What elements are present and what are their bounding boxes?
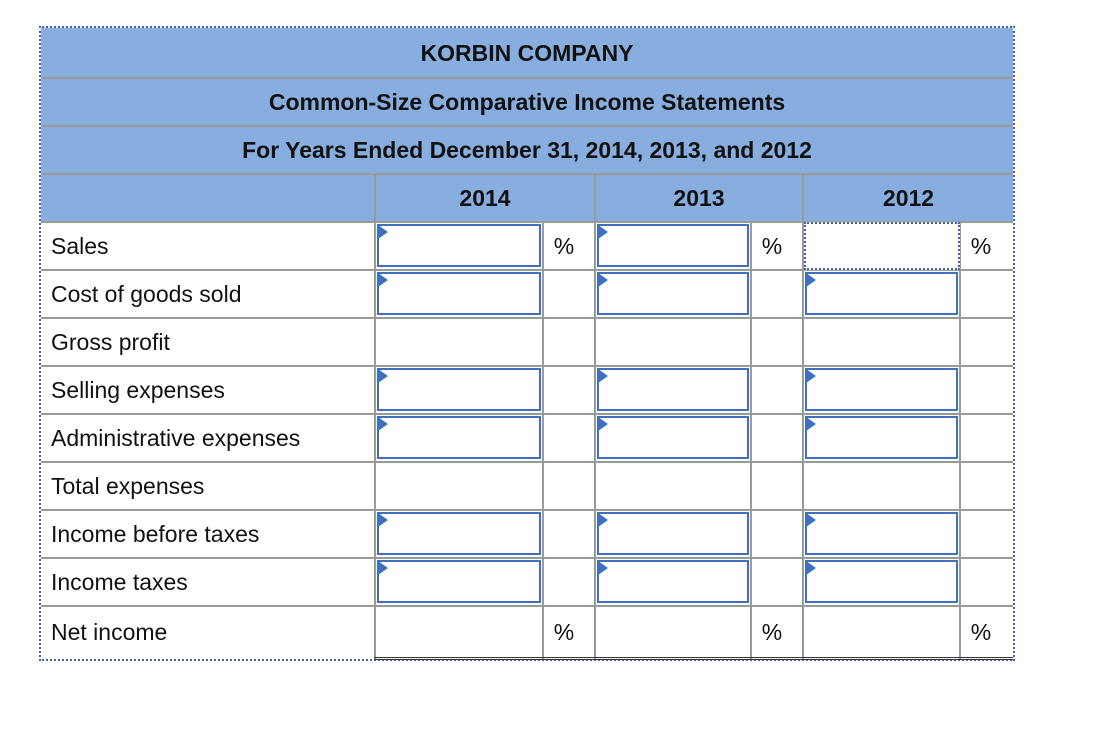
row-label-sales: Sales [51, 233, 109, 259]
selling-2013-input[interactable] [597, 368, 749, 411]
dropdown-marker-icon [378, 513, 388, 527]
dropdown-marker-icon [378, 225, 388, 239]
income-taxes-2013-input[interactable] [597, 560, 749, 603]
dropdown-marker-icon [378, 369, 388, 383]
cogs-2014-input[interactable] [377, 272, 541, 315]
dropdown-marker-icon [598, 561, 608, 575]
admin-2013-input[interactable] [597, 416, 749, 459]
selling-2012-input[interactable] [805, 368, 958, 411]
sales-2013-percent: % [761, 233, 783, 259]
statement-subtitle: Common-Size Comparative Income Statements [268, 89, 786, 115]
dropdown-marker-icon [598, 417, 608, 431]
row-label-total-expenses: Total expenses [51, 473, 205, 499]
income-taxes-2012-input[interactable] [805, 560, 958, 603]
year-2012-header: 2012 [882, 185, 935, 211]
admin-2012-input[interactable] [805, 416, 958, 459]
net-income-2014-percent: % [553, 619, 575, 645]
dropdown-marker-icon [806, 561, 816, 575]
dropdown-marker-icon [806, 417, 816, 431]
row-label-cost-of-goods-sold: Cost of goods sold [51, 281, 242, 307]
income-before-taxes-2013-input[interactable] [597, 512, 749, 555]
row-label-gross-profit: Gross profit [51, 329, 170, 355]
income-before-taxes-2014-input[interactable] [377, 512, 541, 555]
sales-2014-percent: % [553, 233, 575, 259]
net-income-2013-percent: % [761, 619, 783, 645]
dropdown-marker-icon [806, 513, 816, 527]
year-2014-header: 2014 [459, 185, 511, 211]
company-title: KORBIN COMPANY [420, 40, 634, 66]
selling-2014-input[interactable] [377, 368, 541, 411]
admin-2014-input[interactable] [377, 416, 541, 459]
dropdown-marker-icon [598, 513, 608, 527]
dropdown-marker-icon [806, 369, 816, 383]
row-label-income-taxes: Income taxes [51, 569, 188, 595]
dropdown-marker-icon [598, 369, 608, 383]
income-before-taxes-2012-input[interactable] [805, 512, 958, 555]
dropdown-marker-icon [598, 225, 608, 239]
dropdown-marker-icon [598, 273, 608, 287]
row-label-income-before-taxes: Income before taxes [51, 521, 260, 547]
income-taxes-2014-input[interactable] [377, 560, 541, 603]
sales-2013-input[interactable] [597, 224, 749, 267]
sales-2012-percent: % [970, 233, 992, 259]
dropdown-marker-icon [378, 417, 388, 431]
dropdown-marker-icon [378, 273, 388, 287]
sales-2012-input[interactable] [804, 222, 960, 270]
row-label-selling-expenses: Selling expenses [51, 377, 225, 403]
statement-period: For Years Ended December 31, 2014, 2013, and 2012 [242, 137, 812, 163]
cogs-2013-input[interactable] [597, 272, 749, 315]
year-2013-header: 2013 [673, 185, 725, 211]
cogs-2012-input[interactable] [805, 272, 958, 315]
row-label-administrative-expenses: Administrative expenses [51, 425, 301, 451]
dropdown-marker-icon [806, 273, 816, 287]
dropdown-marker-icon [378, 561, 388, 575]
net-income-2012-percent: % [970, 619, 992, 645]
row-label-net-income: Net income [51, 619, 168, 645]
sales-2014-input[interactable] [377, 224, 541, 267]
